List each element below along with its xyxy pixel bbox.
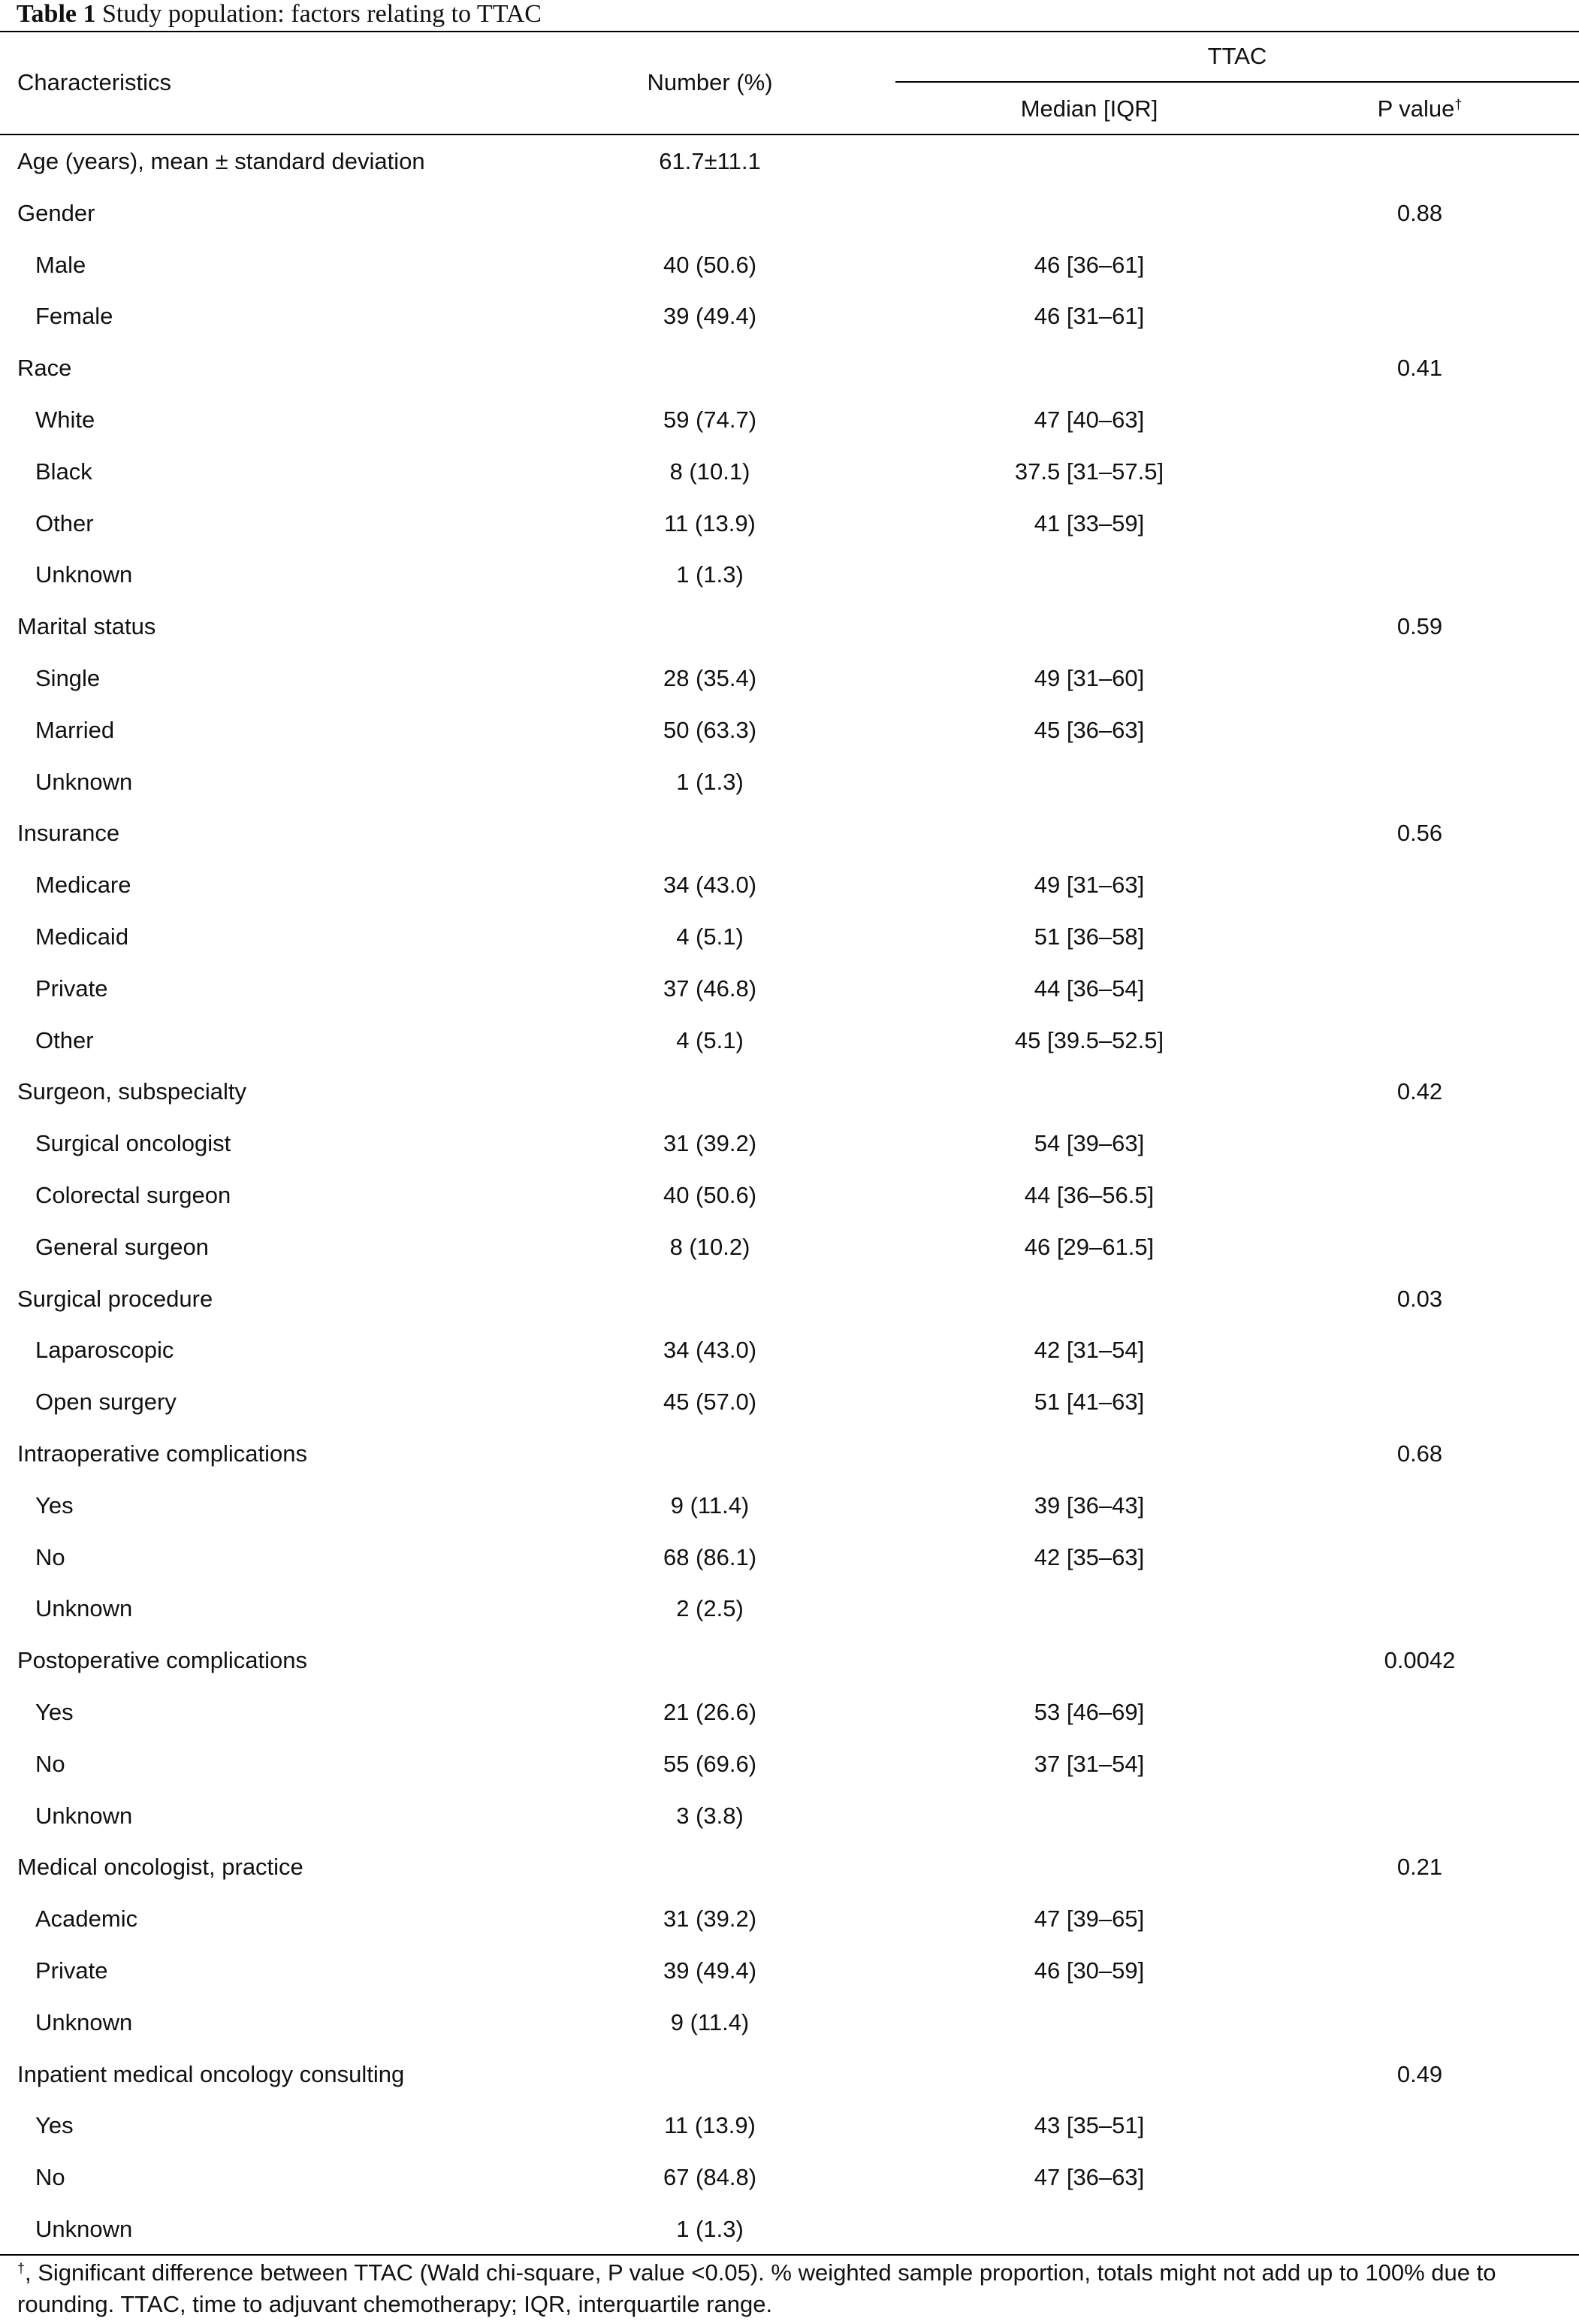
row-number: 1 (1.3) bbox=[676, 2216, 744, 2242]
row-median: 37.5 [31–57.5] bbox=[1014, 458, 1164, 485]
row-label: Surgeon, subspecialty bbox=[17, 1078, 247, 1105]
row-pvalue bbox=[1270, 1491, 1570, 1521]
row-number: 4 (5.1) bbox=[676, 1027, 744, 1053]
row-number: 8 (10.2) bbox=[669, 1234, 750, 1260]
row-number: 68 (86.1) bbox=[663, 1544, 757, 1570]
row-pvalue bbox=[1270, 974, 1570, 1004]
row-number bbox=[560, 1077, 860, 1107]
row-label: Unknown bbox=[35, 1595, 133, 1621]
header-pvalue bbox=[1270, 94, 1570, 124]
header-number: Number (%) bbox=[647, 69, 773, 95]
row-label: Unknown bbox=[35, 561, 133, 588]
row-median: 51 [36–58] bbox=[1034, 923, 1145, 950]
row-pvalue: 0.0042 bbox=[1384, 1647, 1456, 1673]
row-median bbox=[916, 1077, 1262, 1107]
row-number: 34 (43.0) bbox=[663, 1337, 757, 1363]
row-label: Private bbox=[35, 1957, 108, 1984]
row-number: 34 (43.0) bbox=[663, 872, 757, 898]
row-median bbox=[916, 1646, 1262, 1676]
row-pvalue bbox=[1270, 922, 1570, 952]
row-number: 8 (10.1) bbox=[669, 458, 750, 485]
row-median bbox=[916, 198, 1262, 228]
row-label: General surgeon bbox=[35, 1234, 209, 1260]
row-number: 40 (50.6) bbox=[663, 1182, 757, 1208]
row-label: Laparoscopic bbox=[35, 1337, 174, 1363]
row-number: 28 (35.4) bbox=[663, 665, 757, 691]
row-pvalue bbox=[1270, 1801, 1570, 1831]
row-label: Medicare bbox=[35, 872, 131, 898]
row-label: Other bbox=[35, 510, 94, 536]
footnote-mark: † bbox=[17, 2261, 26, 2276]
row-label: Other bbox=[35, 1027, 94, 1053]
row-pvalue bbox=[1270, 1543, 1570, 1573]
header-characteristics: Characteristics bbox=[17, 69, 171, 95]
row-pvalue bbox=[1270, 2008, 1570, 2038]
row-pvalue bbox=[1270, 1956, 1570, 1986]
row-pvalue bbox=[1270, 663, 1570, 694]
row-label: No bbox=[35, 2164, 65, 2190]
row-median bbox=[916, 1284, 1262, 1314]
row-number: 11 (13.9) bbox=[664, 2112, 756, 2138]
row-median: 47 [40–63] bbox=[1034, 406, 1145, 433]
row-median: 51 [41–63] bbox=[1034, 1389, 1145, 1415]
row-pvalue: 0.21 bbox=[1396, 1854, 1443, 1880]
row-number bbox=[560, 1439, 860, 1469]
row-median: 45 [36–63] bbox=[1034, 717, 1145, 743]
row-median bbox=[916, 560, 1262, 590]
row-label: Unknown bbox=[35, 1803, 133, 1829]
row-number: 40 (50.6) bbox=[663, 252, 757, 278]
row-median bbox=[916, 147, 1262, 177]
row-label: Race bbox=[17, 355, 72, 381]
row-number bbox=[560, 1852, 860, 1882]
row-pvalue bbox=[1270, 1697, 1570, 1727]
row-label: Academic bbox=[35, 1905, 138, 1932]
row-median: 39 [36–43] bbox=[1034, 1492, 1145, 1519]
row-median: 49 [31–60] bbox=[1034, 665, 1145, 691]
row-pvalue bbox=[1270, 250, 1570, 280]
row-pvalue bbox=[1270, 1749, 1570, 1779]
row-median bbox=[916, 2008, 1262, 2038]
row-median bbox=[916, 2214, 1262, 2244]
row-median: 42 [31–54] bbox=[1034, 1337, 1145, 1363]
header-rule bbox=[0, 134, 1579, 135]
footnote bbox=[17, 2257, 1565, 2320]
row-label: Medical oncologist, practice bbox=[17, 1854, 303, 1880]
row-label: Intraoperative complications bbox=[17, 1440, 307, 1467]
row-median: 43 [35–51] bbox=[1034, 2112, 1145, 2138]
row-pvalue bbox=[1270, 1335, 1570, 1365]
table-caption bbox=[17, 0, 542, 32]
row-label: Male bbox=[35, 252, 86, 278]
row-pvalue: 0.41 bbox=[1396, 355, 1443, 381]
row-pvalue bbox=[1270, 2162, 1570, 2193]
row-pvalue: 0.68 bbox=[1396, 1440, 1443, 1467]
row-number: 61.7±11.1 bbox=[659, 148, 761, 174]
row-number bbox=[560, 198, 860, 228]
row-median bbox=[916, 1852, 1262, 1882]
header-ttac: TTAC bbox=[1207, 43, 1267, 69]
row-number: 1 (1.3) bbox=[676, 561, 744, 588]
row-median: 46 [29–61.5] bbox=[1024, 1234, 1155, 1260]
row-pvalue bbox=[1270, 767, 1570, 797]
row-pvalue bbox=[1270, 1904, 1570, 1934]
row-pvalue bbox=[1270, 405, 1570, 435]
footnote-text: , Significant difference between TTAC (Wald chi-square, P value <0.05). % weighted sample proportion, totals might not add up to 100% due to rounding. TTAC, time to adjuvant chemotherapy; IQR, interquartile range. bbox=[17, 2259, 1496, 2317]
row-pvalue bbox=[1270, 509, 1570, 539]
row-label: Single bbox=[35, 665, 101, 691]
row-label: Private bbox=[35, 975, 108, 1002]
row-median bbox=[916, 1594, 1262, 1624]
row-median: 49 [31–63] bbox=[1034, 872, 1145, 898]
row-pvalue bbox=[1270, 1232, 1570, 1262]
row-median bbox=[916, 2060, 1262, 2090]
row-number: 55 (69.6) bbox=[663, 1751, 757, 1777]
row-pvalue: 0.03 bbox=[1396, 1286, 1443, 1312]
row-pvalue bbox=[1270, 715, 1570, 745]
row-pvalue bbox=[1270, 1387, 1570, 1417]
row-label: Yes bbox=[35, 2112, 74, 2138]
row-number: 37 (46.8) bbox=[663, 975, 757, 1002]
row-label: Open surgery bbox=[35, 1389, 177, 1415]
row-median: 53 [46–69] bbox=[1034, 1699, 1145, 1725]
row-label: Insurance bbox=[17, 820, 120, 846]
row-number bbox=[560, 1646, 860, 1676]
row-label: Unknown bbox=[35, 2216, 133, 2242]
row-label: Black bbox=[35, 458, 92, 485]
row-number: 45 (57.0) bbox=[663, 1389, 757, 1415]
row-number: 11 (13.9) bbox=[664, 510, 756, 536]
row-median: 46 [30–59] bbox=[1034, 1957, 1145, 1984]
row-pvalue bbox=[1270, 1129, 1570, 1159]
row-label: Unknown bbox=[35, 769, 133, 795]
header-pvalue-mark: † bbox=[1454, 97, 1463, 112]
row-label: Medicaid bbox=[35, 923, 129, 950]
table-label: Table 1 bbox=[17, 0, 96, 28]
row-label: Married bbox=[35, 717, 115, 743]
row-median: 46 [31–61] bbox=[1034, 303, 1145, 329]
row-pvalue bbox=[1270, 301, 1570, 331]
row-number: 31 (39.2) bbox=[663, 1905, 757, 1932]
row-number: 59 (74.7) bbox=[663, 406, 757, 433]
row-pvalue bbox=[1270, 2214, 1570, 2244]
row-label: No bbox=[35, 1751, 65, 1777]
row-pvalue: 0.59 bbox=[1396, 613, 1443, 639]
row-median: 44 [36–56.5] bbox=[1024, 1182, 1155, 1208]
row-label: White bbox=[35, 406, 95, 433]
row-label: Surgical procedure bbox=[17, 1286, 213, 1312]
row-pvalue bbox=[1270, 1026, 1570, 1056]
row-number: 67 (84.8) bbox=[663, 2164, 757, 2190]
row-label: No bbox=[35, 1544, 65, 1570]
top-rule bbox=[0, 31, 1579, 32]
row-number: 39 (49.4) bbox=[663, 1957, 757, 1984]
row-pvalue bbox=[1270, 2111, 1570, 2141]
table-title: Study population: factors relating to TTAC bbox=[102, 0, 542, 28]
row-label: Postoperative complications bbox=[17, 1647, 307, 1673]
row-number: 21 (26.6) bbox=[663, 1699, 757, 1725]
header-median: Median [IQR] bbox=[1020, 95, 1158, 122]
row-median: 54 [39–63] bbox=[1034, 1130, 1145, 1156]
row-pvalue: 0.56 bbox=[1396, 820, 1443, 846]
row-pvalue bbox=[1270, 560, 1570, 590]
row-median bbox=[916, 612, 1262, 642]
row-pvalue: 0.88 bbox=[1396, 200, 1443, 226]
row-median bbox=[916, 353, 1262, 383]
row-median bbox=[916, 767, 1262, 797]
row-number bbox=[560, 2060, 860, 2090]
row-label: Yes bbox=[35, 1492, 74, 1519]
row-number: 1 (1.3) bbox=[676, 769, 744, 795]
row-median: 41 [33–59] bbox=[1034, 510, 1145, 536]
row-number: 4 (5.1) bbox=[676, 923, 744, 950]
bottom-rule bbox=[0, 2254, 1579, 2256]
row-number bbox=[560, 1284, 860, 1314]
ttac-subrule bbox=[895, 81, 1579, 83]
row-median bbox=[916, 818, 1262, 848]
row-median: 45 [39.5–52.5] bbox=[1014, 1027, 1164, 1053]
row-number: 3 (3.8) bbox=[676, 1803, 744, 1829]
row-number bbox=[560, 612, 860, 642]
row-median bbox=[916, 1439, 1262, 1469]
row-number bbox=[560, 353, 860, 383]
row-pvalue bbox=[1270, 457, 1570, 487]
row-label: Marital status bbox=[17, 613, 156, 639]
row-number: 50 (63.3) bbox=[663, 717, 757, 743]
row-label: Gender bbox=[17, 200, 95, 226]
row-number bbox=[560, 818, 860, 848]
row-number: 2 (2.5) bbox=[676, 1595, 744, 1621]
row-median: 44 [36–54] bbox=[1034, 975, 1145, 1002]
row-median bbox=[916, 1801, 1262, 1831]
row-label: Age (years), mean ± standard deviation bbox=[17, 148, 425, 174]
row-label: Yes bbox=[35, 1699, 74, 1725]
row-pvalue bbox=[1270, 870, 1570, 900]
row-number: 9 (11.4) bbox=[670, 2009, 750, 2035]
row-label: Female bbox=[35, 303, 113, 329]
row-median: 42 [35–63] bbox=[1034, 1544, 1145, 1570]
header-pvalue-text: P value bbox=[1377, 95, 1455, 122]
row-label: Unknown bbox=[35, 2009, 133, 2035]
row-pvalue: 0.42 bbox=[1396, 1078, 1443, 1105]
row-median: 46 [36–61] bbox=[1034, 252, 1145, 278]
row-pvalue bbox=[1270, 147, 1570, 177]
row-number: 31 (39.2) bbox=[663, 1130, 757, 1156]
row-median: 47 [39–65] bbox=[1034, 1905, 1145, 1932]
row-pvalue bbox=[1270, 1594, 1570, 1624]
row-median: 47 [36–63] bbox=[1034, 2164, 1145, 2190]
row-median: 37 [31–54] bbox=[1034, 1751, 1145, 1777]
row-label: Colorectal surgeon bbox=[35, 1182, 231, 1208]
row-pvalue: 0.49 bbox=[1396, 2061, 1443, 2087]
row-pvalue bbox=[1270, 1180, 1570, 1210]
row-label: Inpatient medical oncology consulting bbox=[17, 2061, 405, 2087]
row-label: Surgical oncologist bbox=[35, 1130, 231, 1156]
row-number: 9 (11.4) bbox=[670, 1492, 750, 1519]
row-number: 39 (49.4) bbox=[663, 303, 757, 329]
